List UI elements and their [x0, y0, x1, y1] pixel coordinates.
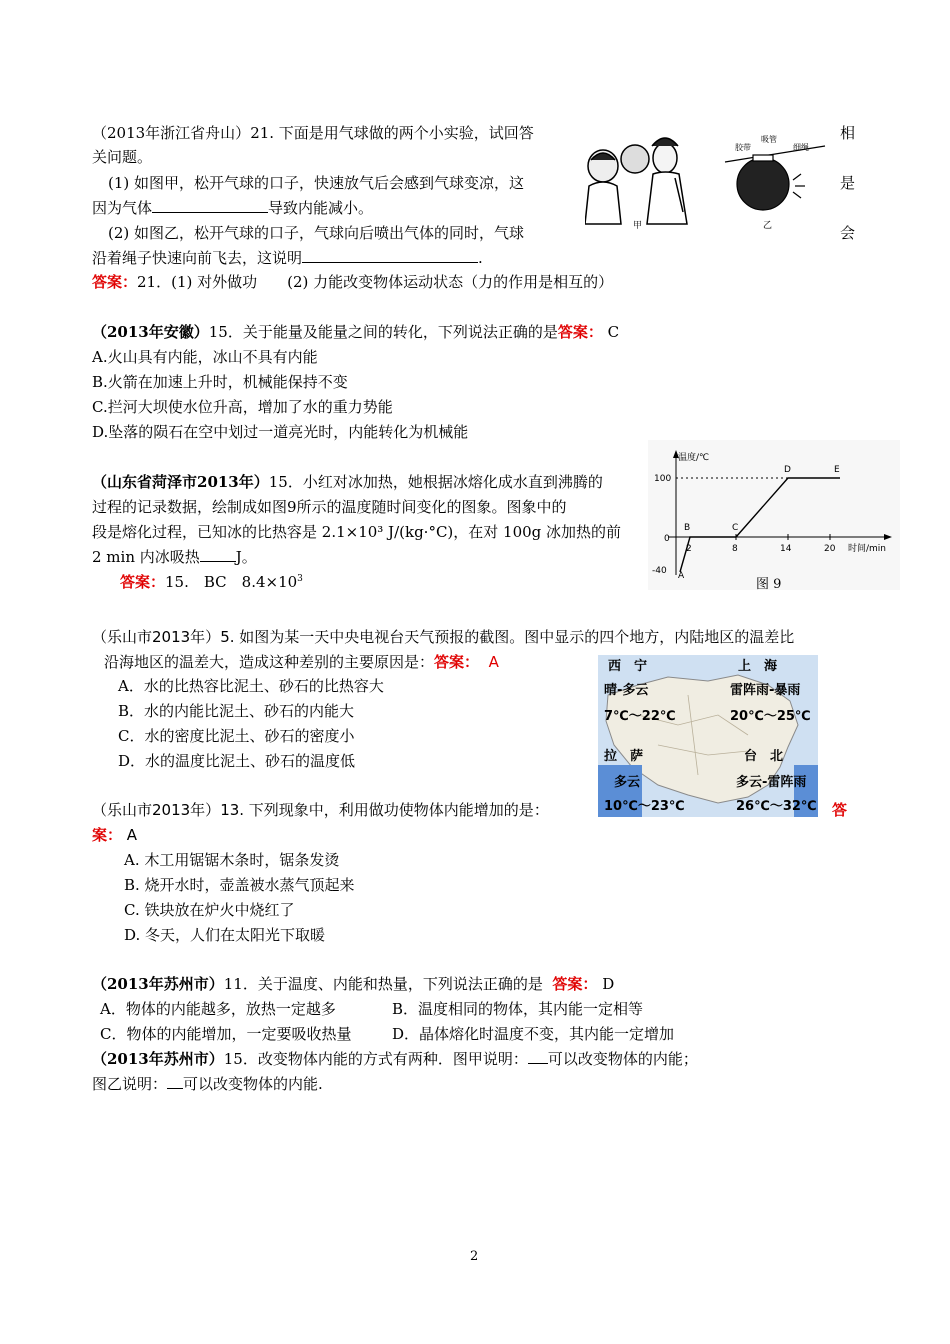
- q5-option-d: D. 冬天，人们在太阳光下取暖: [124, 926, 326, 944]
- q3-line1: （山东省菏泽市2013年）15．小红对冰加热，她根据冰熔化成水直到沸腾的: [92, 473, 603, 491]
- page-number: 2: [470, 1249, 479, 1264]
- q4-option-c: C．水的密度比泥土、砂石的密度小: [118, 727, 355, 745]
- graph-tick-8: 8: [732, 544, 738, 554]
- q6-option-b: B．温度相同的物体，其内能一定相等: [392, 1000, 644, 1018]
- graph-tick-100: 100: [654, 474, 672, 484]
- graph-point-b: B: [684, 523, 691, 533]
- figure-label-yi: 乙: [763, 221, 773, 231]
- q1-right-char-2: 是: [840, 174, 856, 192]
- q4-option-b: B．水的内能比泥土、砂石的内能大: [118, 702, 355, 720]
- q4-line1: （乐山市2013年）5. 如图为某一天中央电视台天气预报的截图。图中显示的四个地方，内陆地区的温差比: [92, 628, 795, 646]
- q1-line1: （2013年浙江省舟山）21. 下面是用气球做的两个小实验，试回答: [92, 124, 534, 142]
- map-temp-taibei: 26℃～32℃: [736, 799, 817, 814]
- q6-option-d: D．晶体熔化时温度不变，其内能一定增加: [392, 1025, 675, 1043]
- graph-tick-2: 2: [686, 544, 692, 554]
- q2-option-d: D.坠落的陨石在空中划过一道亮光时，内能转化为机械能: [92, 423, 469, 441]
- q6-option-c: C．物体的内能增加，一定要吸收热量: [100, 1025, 352, 1043]
- q1-line5: (2) 如图乙，松开气球的口子，气球向后喷出气体的同时，气球: [108, 224, 525, 242]
- q2-option-c: C.拦河大坝使水位升高，增加了水的重力势能: [92, 398, 393, 416]
- q1-right-char-3: 会: [840, 224, 856, 242]
- graph-tick-14: 14: [780, 544, 792, 554]
- temperature-time-graph: [648, 440, 900, 590]
- graph-point-a: A: [678, 571, 685, 581]
- q5-option-c: C. 铁块放在炉火中烧红了: [124, 901, 295, 919]
- graph-tick-0: 0: [664, 534, 670, 544]
- q6-stem: （2013年苏州市）11．关于温度、内能和热量，下列说法正确的是 答案： D: [92, 975, 615, 993]
- q6-option-a: A．物体的内能越多，放热一定越多: [100, 1000, 336, 1018]
- map-city-shanghai: 上 海: [738, 659, 778, 674]
- map-weather-taibei: 多云-雷阵雨: [736, 775, 807, 790]
- figure-label-jia: 甲: [633, 221, 643, 231]
- map-city-taibei: 台 北: [744, 749, 784, 764]
- map-weather-lasa: 多云: [614, 775, 641, 790]
- graph-point-c: C: [732, 523, 739, 533]
- q1-line2: 关问题。: [92, 148, 153, 166]
- q2-option-a: A.火山具有内能，冰山不具有内能: [92, 348, 318, 366]
- q2-stem: （2013年安徽）15．关于能量及能量之间的转化，下列说法正确的是答案： C: [92, 323, 620, 341]
- graph-point-d: D: [784, 465, 791, 475]
- q5-option-b: B. 烧开水时，壶盖被水蒸气顶起来: [124, 876, 355, 894]
- map-city-lasa: 拉 萨: [604, 749, 644, 764]
- graph-xlabel: 时间/min: [848, 544, 887, 554]
- q1-line6: 沿着绳子快速向前飞去，这说明 .: [92, 249, 483, 267]
- map-city-xining: 西 宁: [608, 659, 648, 674]
- q5-answer: 案： A: [92, 826, 138, 844]
- q5-answer-label-a: 答: [832, 801, 848, 819]
- figure-label-jiaodai: 胶带: [735, 143, 751, 152]
- balloon-experiment-figure: [585, 124, 835, 236]
- map-temp-xining: 7℃～22℃: [604, 709, 676, 724]
- q4-option-a: A．水的比热容比泥土、砂石的比热容大: [118, 677, 384, 695]
- q3-line3: 段是熔化过程，已知冰的比热容是 2.1×10³ J/(kg·°C)，在对 100g 冰加热的前: [92, 523, 622, 541]
- q1-right-char-1: 相: [840, 124, 856, 142]
- q5-option-a: A. 木工用锯锯木条时，锯条发烫: [124, 851, 340, 869]
- figure-label-xiguan: 吸管: [761, 135, 777, 144]
- graph-tick-neg40: -40: [652, 566, 667, 576]
- map-weather-xining: 晴-多云: [604, 683, 649, 698]
- q7-line1: （2013年苏州市）15．改变物体内能的方式有两种．图甲说明： 可以改变物体的内能；: [92, 1050, 698, 1068]
- figure-label-xisheng: 细绳: [793, 143, 809, 152]
- map-temp-lasa: 10℃～23℃: [604, 799, 685, 814]
- graph-caption: 图 9: [756, 577, 782, 590]
- weather-map: [598, 655, 818, 817]
- graph-point-e: E: [834, 465, 840, 475]
- figure-jia-people: [585, 138, 687, 224]
- q2-option-b: B.火箭在加速上升时，机械能保持不变: [92, 373, 348, 391]
- map-weather-shanghai: 雷阵雨-暴雨: [730, 683, 801, 698]
- q3-line2: 过程的记录数据，绘制成如图9所示的温度随时间变化的图象。图象中的: [92, 498, 567, 516]
- graph-ylabel: 温度/℃: [678, 453, 710, 463]
- q7-line2: 图乙说明： 可以改变物体的内能.: [92, 1075, 323, 1093]
- q1-line4: 因为气体 导致内能减小。: [92, 199, 374, 217]
- q4-line2: 沿海地区的温差大，造成这种差别的主要原因是：答案： A: [104, 653, 499, 671]
- q5-stem: （乐山市2013年）13. 下列现象中，利用做功使物体内能增加的是：: [92, 801, 549, 819]
- figure-yi-balloon: [725, 146, 825, 210]
- q1-answer: 答案：21．(1) 对外做功 (2) 力能改变物体运动状态（力的作用是相互的）: [92, 273, 614, 291]
- q1-line3: (1) 如图甲，松开气球的口子，快速放气后会感到气球变凉，这: [108, 174, 525, 192]
- q3-line4: 2 min 内冰吸热 J。: [92, 548, 257, 566]
- q3-answer: 答案：15. BC $8.4\times 10^3$: [120, 573, 303, 591]
- graph-tick-20: 20: [824, 544, 836, 554]
- map-temp-shanghai: 20℃～25℃: [730, 709, 811, 724]
- q4-option-d: D．水的温度比泥土、砂石的温度低: [118, 752, 356, 770]
